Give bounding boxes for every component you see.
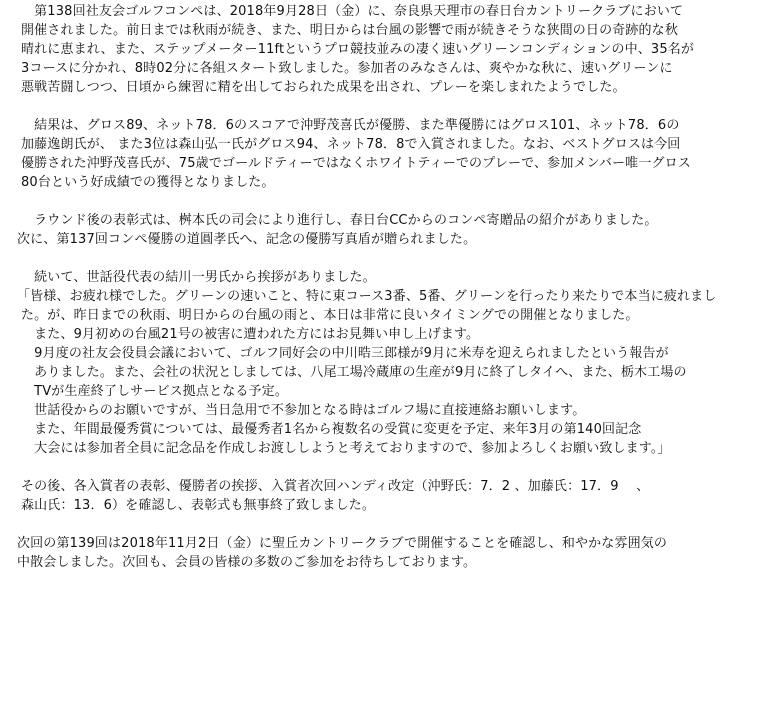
text-line: 晴れに恵まれ、また、ステップメーター11ftというプロ競技並みの凄く速いグリーンコンディションの中、35名が [21,42,695,57]
text-line: ラウンド後の表彰式は、桝本氏の司会により進行し、春日台CCからのコンペ寄贈品の紹介がありました。 [21,213,658,228]
text-line: た。が、昨日までの秋雨、明日からの台風の雨と、本日は非常に良いタイミングでの開催となりました。 [21,308,639,323]
text-line: 9月度の社友会役員会議において、ゴルフ同好会の中川晧三郎様が9月に米寿を迎えられましたという報告が [21,346,669,361]
text-line: 結果は、グロス89、ネット78．6のスコアで沖野茂喜氏が優勝、また準優勝にはグロス101、ネット78．6の [21,118,680,133]
text-line: 加藤逸朗氏が、 また3位は森山弘一氏がグロス94、ネット78．8で入賞されました。なお、ベストグロスは今回 [21,137,681,152]
text-line: TVが生産終了しサービス拠点となる予定。 [21,384,288,399]
text-line: 80台という好成績での獲得となりました。 [21,175,275,190]
text-line: 森山氏：13．6）を確認し、表彰式も無事終了致しました。 [21,498,376,513]
text-line: 世話役からのお願いですが、当日急用で不参加となる時はゴルフ場に直接連絡お願いします。 [21,403,586,418]
text-line: 中散会しました。次回も、会員の皆様の多数のご参加をお待ちしております。 [17,555,477,570]
text-line: 次に、第137回コンペ優勝の道圓孝氏へ、記念の優勝写真盾が贈られました。 [17,232,477,247]
text-line: 続いて、世話役代表の結川一男氏から挨拶がありました。 [21,270,376,285]
text-line: 優勝された沖野茂喜氏が、75歳でゴールドティーではなくホワイトティーでのプレーで、参加メンバー唯一グロス [21,156,691,171]
text-line: また、年間最優秀賞については、最優秀者1名から複数名の受賞に変更を予定、来年3月の第140回記念 [21,422,642,437]
text-line: 「皆様、お疲れ様でした。グリーンの速いこと、特に東コース3番、5番、グリーンを行ったり来たりで本当に疲れまし [17,289,717,304]
text-line: 大会には参加者全員に記念品を作成しお渡ししようと考えておりますので、参加よろしくお願い致します。」 [21,441,671,456]
text-line: 開催されました。前日までは秋雨が続き、また、明日からは台風の影響で雨が続きそうな狭間の日の奇跡的な秋 [21,23,678,38]
text-line: また、9月初めの台風21号の被害に遭われた方にはお見舞い申し上げます。 [21,327,480,342]
text-line: 第138回社友会ゴルフコンペは、2018年9月28日（金）に、奈良県天理市の春日台カントリークラブにおいて [21,4,684,19]
text-line: 3コースに分かれ、8時02分に各組スタート致しました。参加者のみなさんは、爽やかな秋に、速いグリーンに [21,61,673,76]
text-line: 次回の第139回は2018年11月2日（金）に聖丘カントリークラブで開催することを確認し、和やかな雰囲気の [17,536,668,551]
text-line: 悪戦苦闘しつつ、日頃から練習に精を出しておられた成果を出され、プレーを楽しまれたようでした。 [21,80,626,95]
text-line: ありました。また、会社の状況としましては、八尾工場冷蔵庫の生産が9月に終了しタイへ、また、栃木工場の [21,365,687,380]
text-line: その後、各入賞者の表彰、優勝者の挨拶、入賞者次回ハンディ改定（沖野氏：7．2 、加藤氏：17．9 、 [21,479,650,494]
